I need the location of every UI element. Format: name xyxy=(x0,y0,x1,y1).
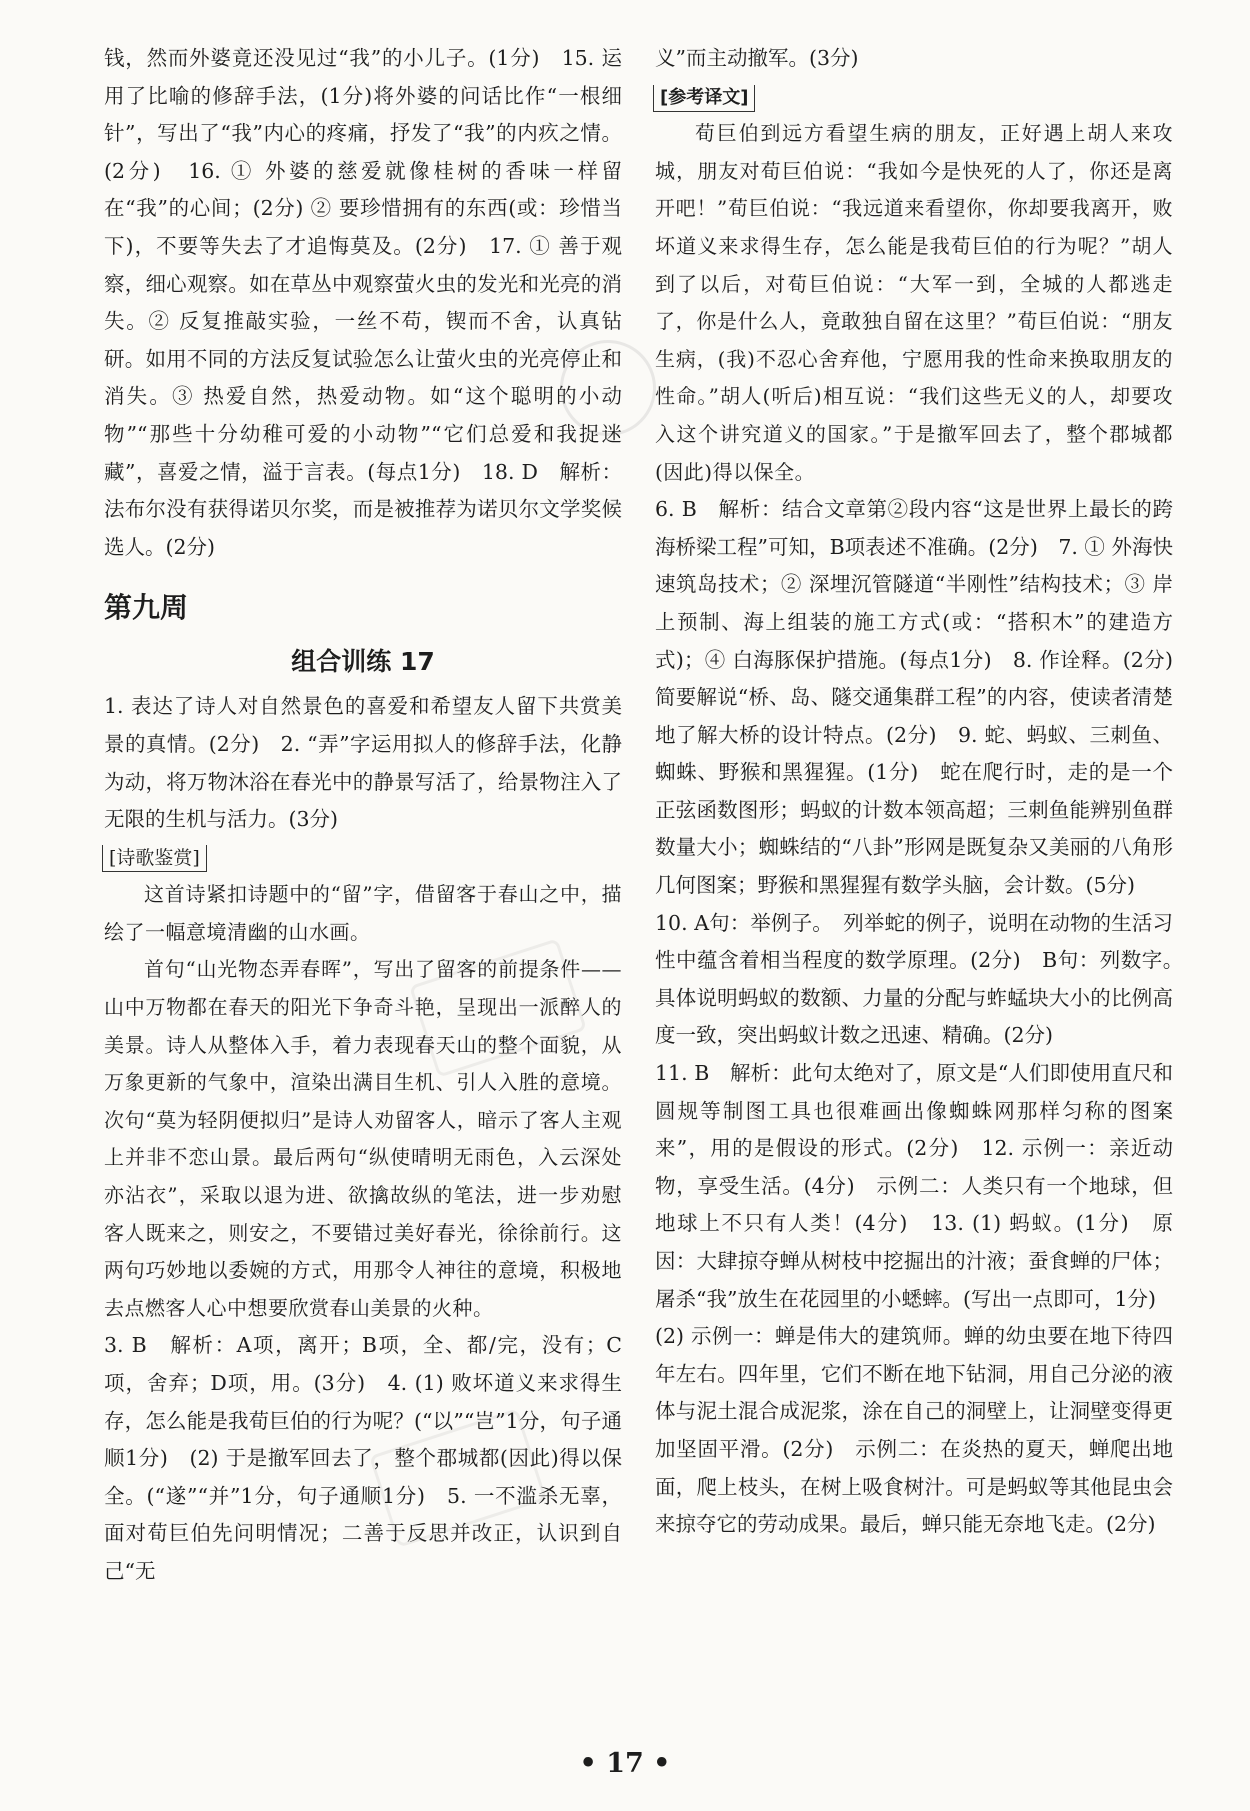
week-heading: 第九周 xyxy=(104,591,189,625)
reference-translation-tag: [参考译文] xyxy=(653,85,755,112)
translation-paragraph: 荀巨伯到远方看望生病的朋友，正好遇上胡人来攻城，朋友对荀巨伯说：“我如今是快死的人了，你还是离开吧！”荀巨伯说：“我远道来看望你，你却要我离开，败坏道义来求得生存，怎么能是我荀巨伯的行为呢？”胡人到了以后，对荀巨伯说：“大军一到，全城的人都逃走了，你是什么人，竟敢独自留在这里？”荀巨伯说：“朋友生病，(我)不忍心舍弃他，宁愿用我的性命来换取朋友的性命。”胡人(听后)相互说：“我们这些无义的人，却要攻入这个讲究道义的国家。”于是撤军回去了，整个郡城都(因此)得以保全。 xyxy=(655,121,1173,484)
right-column xyxy=(655,40,1194,1544)
answer-paragraph: 义”而主动撤军。(3分) xyxy=(655,46,859,70)
answer-paragraph: (2) 示例一：蝉是伟大的建筑师。蝉的幼虫要在地下待四年左右。四年里，它们不断在地下钻洞，用自己分泌的液体与泥土混合成泥浆，涂在自己的洞壁上，让洞壁变得更加坚固平滑。(2分) 示例二：在炎热的夏天，蝉爬出地面，爬上枝头，在树上吸食树汁。可是蚂蚁等其他昆虫会来掠夺它的劳动成果。最后，蝉只能无奈地飞走。(2分) xyxy=(655,1324,1173,1537)
answer-paragraph: 3. B 解析：A项，离开；B项，全、都/完，没有；C项，舍弃；D项，用。(3分) 4. (1) 败坏道义来求得生存，怎么能是我荀巨伯的行为呢？(“以”“岂”1分，句子通顺1分) (2) 于是撤军回去了，整个郡城都(因此)得以保全。(“遂”“并”1分，句子通顺1分) 5. 一不滥杀无辜，面对荀巨伯先问明情况；二善于反思并改正，认识到自己“无 xyxy=(104,1333,622,1583)
answer-paragraph: 钱，然而外婆竟还没见过“我”的小儿子。(1分) 15. 运用了比喻的修辞手法，(1分)将外婆的问话比作“一根细针”，写出了“我”内心的疼痛，抒发了“我”的内疚之情。(2分) 16. ① 外婆的慈爱就像桂树的香味一样留在“我”的心间；(2分) ② 要珍惜拥有的东西(或：珍惜当下)，不要等失去了才追悔莫及。(2分) 17. ① 善于观察，细心观察。如在草丛中观察萤火虫的发光和光亮的消失。② 反复推敲实验，一丝不苟，锲而不舍，认真钻研。如用不同的方法反复试验怎么让萤火虫的光亮停止和消失。③ 热爱自然，热爱动物。如“这个聪明的小动物”“那些十分幼稚可爱的小动物”“它们总爱和我捉迷藏”，喜爱之情，溢于言表。(每点1分) 18. D 解析：法布尔没有获得诺贝尔奖，而是被推荐为诺贝尔文学奖候选人。(2分) xyxy=(104,46,622,559)
note-paragraph: 这首诗紧扣诗题中的“留”字，借留客于春山之中，描绘了一幅意境清幽的山水画。 xyxy=(104,882,622,944)
page-number: • 17 • xyxy=(579,1748,671,1779)
note-paragraph: 首句“山光物态弄春晖”，写出了留客的前提条件——山中万物都在春天的阳光下争奇斗艳，呈现出一派醉人的美景。诗人从整体入手，着力表现春天山的整个面貌，从万象更新的气象中，渲染出满目生机、引人入胜的意境。次句“莫为轻阴便拟归”是诗人劝留客人，暗示了客人主观上并非不恋山景。最后两句“纵使晴明无雨色，入云深处亦沾衣”，采取以退为进、欲擒故纵的笔法，进一步劝慰客人既来之，则安之，不要错过美好春光，徐徐前行。这两句巧妙地以委婉的方式，用那令人神往的意境，积极地去点燃客人心中想要欣赏春山美景的火种。 xyxy=(104,957,622,1320)
answer-paragraph: 10. A句：举例子。 列举蛇的例子，说明在动物的生活习性中蕴含着相当程度的数学原理。(2分) B句：列数字。 具体说明蚂蚁的数额、力量的分配与蚱蜢块大小的比例高度一致，突出蚂蚁计数之迅速、精确。(2分) xyxy=(655,910,1194,1048)
answer-paragraph: 1. 表达了诗人对自然景色的喜爱和希望友人留下共赏美景的真情。(2分) 2. “弄”字运用拟人的修辞手法，化静为动，将万物沐浴在春光中的静景写活了，给景物注入了无限的生机与活力。(3分) xyxy=(104,694,622,832)
answer-paragraph: 11. B 解析：此句太绝对了，原文是“人们即使用直尺和圆规等制图工具也很难画出像蜘蛛网那样匀称的图案来”，用的是假设的形式。(2分) 12. 示例一：亲近动物，享受生活。(4分) 示例二：人类只有一个地球，但地球上不只有人类！(4分) 13. (1) 蚂蚁。(1分) 原因：大肆掠夺蝉从树枝中挖掘出的汁液；蚕食蝉的尸体；屠杀“我”放生在花园里的小蟋蟀。(写出一点即可，1分) xyxy=(655,1061,1173,1311)
section-title: 组合训练 17 xyxy=(291,647,435,677)
poetry-appreciation-tag: [诗歌鉴赏] xyxy=(102,845,207,872)
left-column xyxy=(104,40,622,1591)
answer-paragraph: 6. B 解析：结合文章第②段内容“这是世界上最长的跨海桥梁工程”可知，B项表述不准确。(2分) 7. ① 外海快速筑岛技术；② 深埋沉管隧道“半刚性”结构技术；③ 岸上预制、海上组装的施工方式(或：“搭积木”的建造方式)；④ 白海豚保护措施。(每点1分) 8. 作诠释。(2分) 简要解说“桥、岛、隧交通集群工程”的内容，使读者清楚地了解大桥的设计特点。(2分) 9. 蛇、蚂蚁、三刺鱼、蜘蛛、野猴和黑猩猩。(1分) 蛇在爬行时，走的是一个正弦函数图形；蚂蚁的计数本领高超；三刺鱼能辨别鱼群数量大小；蜘蛛结的“八卦”形网是既复杂又美丽的八角形几何图案；野猴和黑猩猩有数学头脑，会计数。(5分) xyxy=(655,497,1194,898)
